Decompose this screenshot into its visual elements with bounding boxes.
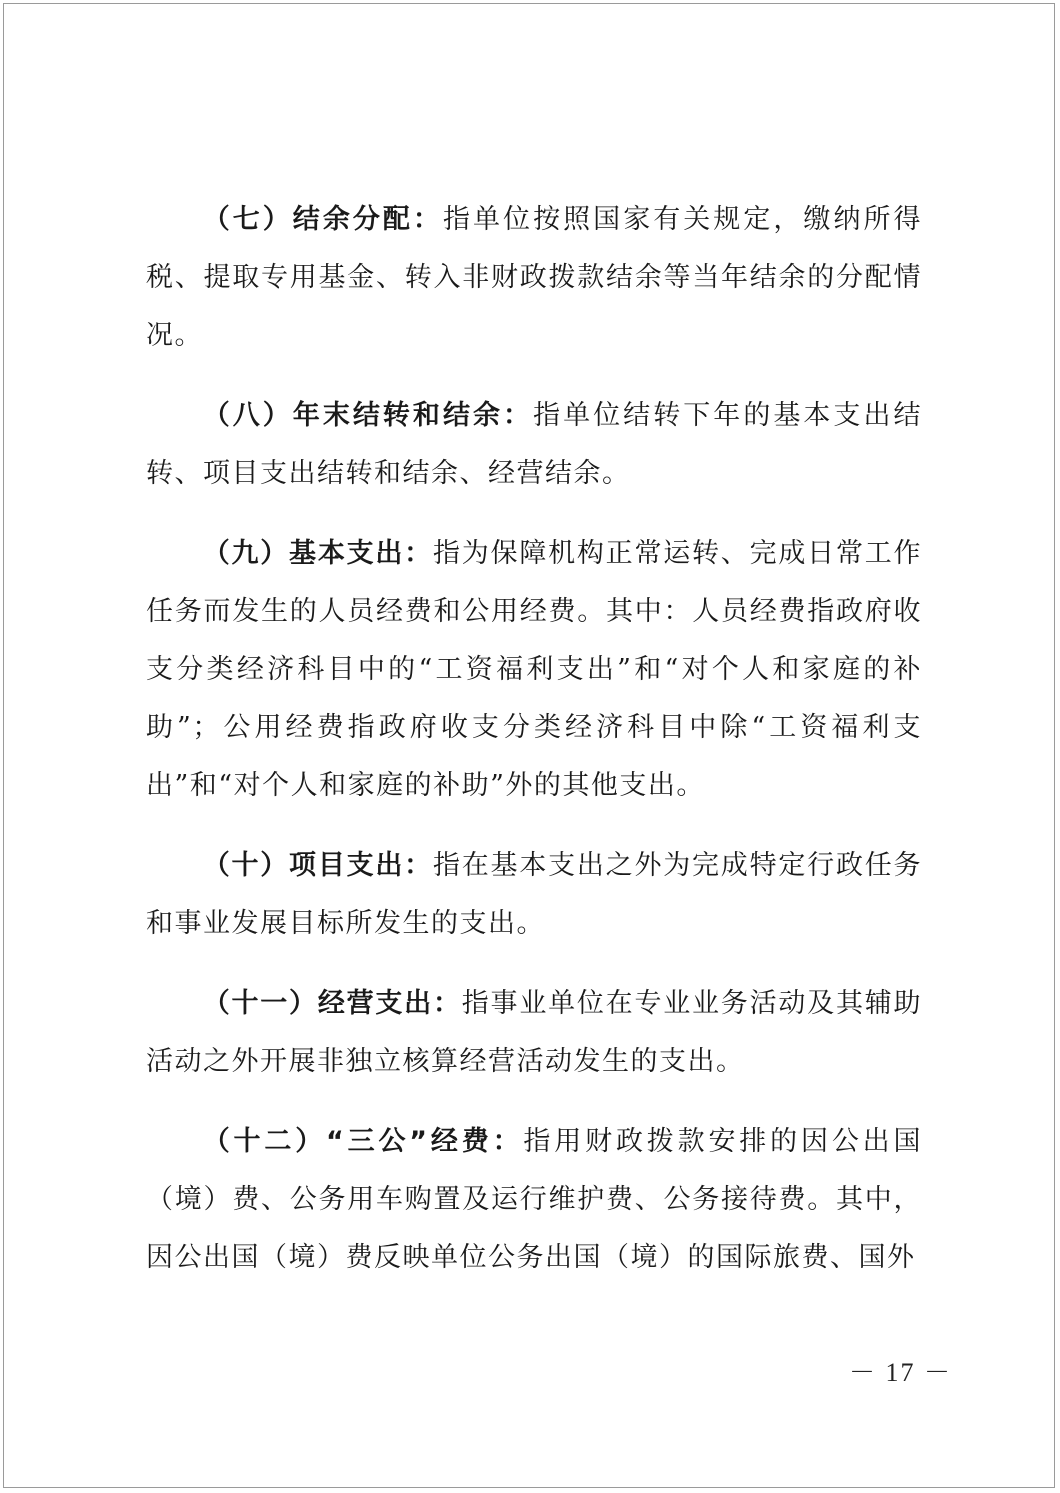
document-body	[146, 191, 922, 1309]
paragraph-text: 指用财政拨款安排的因公出国（境）费、公务用车购置及运行维护费、公务接待费。其中，因公出国（境）费反映单位公务出国（境）的国际旅费、国外	[146, 1126, 922, 1273]
paragraph-heading: （十一）经营支出：	[202, 988, 462, 1019]
paragraph-12	[146, 1113, 922, 1287]
paragraph-8	[146, 387, 922, 503]
paragraph-heading: （七）结余分配：	[202, 204, 443, 235]
paragraph-heading: （九）基本支出：	[202, 538, 433, 569]
document-page	[3, 3, 1055, 1488]
paragraph-text: 指为保障机构正常运转、完成日常工作任务而发生的人员经费和公用经费。其中：人员经费指政府收支分类经济科目中的“工资福利支出”和“对个人和家庭的补助”；公用经费指政府收支分类经济科目中除“工资福利支出”和“对个人和家庭的补助”外的其他支出。	[146, 538, 923, 801]
paragraph-11	[146, 975, 922, 1091]
paragraph-text: 指事业单位在专业业务活动及其辅助活动之外开展非独立核算经营活动发生的支出。	[146, 988, 923, 1077]
paragraph-text: 指单位按照国家有关规定，缴纳所得税、提取专用基金、转入非财政拨款结余等当年结余的分配情况。	[146, 204, 923, 351]
paragraph-10	[146, 837, 922, 953]
paragraph-heading: （十）项目支出：	[202, 850, 433, 881]
paragraph-heading: （十二）“三公”经费：	[202, 1126, 524, 1157]
paragraph-text: 指在基本支出之外为完成特定行政任务和事业发展目标所发生的支出。	[146, 850, 923, 939]
page-number: － 17 －	[849, 1358, 953, 1387]
paragraph-heading: （八）年末结转和结余：	[202, 400, 534, 431]
paragraph-7	[146, 191, 922, 365]
paragraph-9	[146, 525, 922, 815]
paragraph-text: 指单位结转下年的基本支出结转、项目支出结转和结余、经营结余。	[146, 400, 923, 489]
